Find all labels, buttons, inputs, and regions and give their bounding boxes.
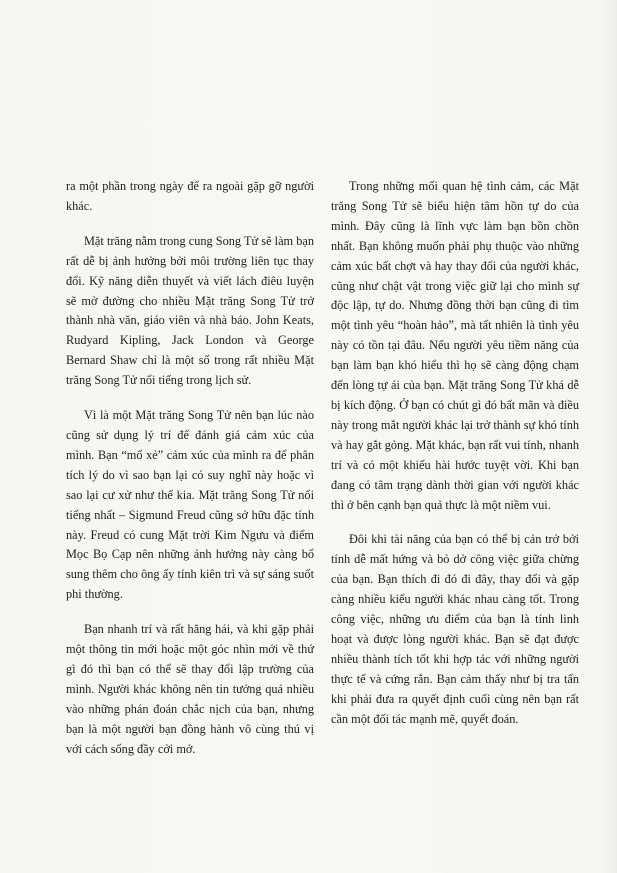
page-edge-shadow <box>603 0 617 873</box>
paragraph-talent-work: Đôi khi tài năng của bạn có thể bị cản trở bởi tính dễ mất hứng và bỏ dở công việc giữa chừng của bạn. Bạn thích đi đó đi đây, thay đổi và gặp càng nhiều kiểu người khác nhau càng tốt. Trong công việc, những ưu điểm của bạn là tính linh hoạt và được lòng người khác. Bạn sẽ đạt được nhiều thành tích tốt khi hợp tác với những người thực tế và cứng rắn. Bạn cảm thấy như bị tra tấn khi phải đưa ra quyết định cuối cùng nên bạn rất cần một đối tác mạnh mẽ, quyết đoán. <box>331 532 579 726</box>
paragraph-reason-emotions: Vì là một Mặt trăng Song Tử nên bạn lúc nào cũng sử dụng lý trí để đánh giá cảm xúc của mình. Bạn “mổ xẻ” cảm xúc của mình ra để phân tích lý do vì sao bạn lại có suy nghĩ này hoặc vì sao lại cư xử như thế kia. Mặt trăng Song Tử nổi tiếng nhất – Sigmund Freud cũng sở hữu đặc tính này. Freud có cung Mặt trời Kim Ngưu và điểm Mọc Bọ Cạp nên những ảnh hưởng này càng bổ sung thêm cho ông ấy tính kiên trì và sự sáng suốt phi thường. <box>66 408 314 602</box>
paragraph-quick-witted: Bạn nhanh trí và rất hăng hái, và khi gặp phải một thông tin mới hoặc một góc nhìn mới về thứ gì đó thì bạn có thể sẽ thay đổi lập trường của mình. Người khác không nên tin tưởng quá nhiều vào những phán đoán chắc nịch của bạn, nhưng bạn là một người bạn đồng hành vô cùng thú vị với cách sống đầy cởi mở. <box>66 622 314 756</box>
left-text-column <box>66 177 314 774</box>
paragraph-continuation: ra một phần trong ngày để ra ngoài gặp gỡ người khác. <box>66 179 314 213</box>
paragraph-moon-gemini-influence: Mặt trăng nằm trong cung Song Tử sẽ làm bạn rất dễ bị ảnh hưởng bởi môi trường liên tục thay đổi. Kỹ năng diễn thuyết và viết lách điêu luyện sẽ mở đường cho nhiều Mặt trăng Song Tử trở thành nhà văn, giáo viên và nhà báo. John Keats, Rudyard Kipling, Jack London và George Bernard Shaw chỉ là một số trong rất nhiều Mặt trăng Song Tử nổi tiếng trong lịch sử. <box>66 233 314 388</box>
right-text-column <box>331 177 579 744</box>
paragraph-relationships: Trong những mối quan hệ tình cảm, các Mặt trăng Song Tử sẽ biểu hiện tâm hồn tự do của mình. Đây cũng là lĩnh vực làm bạn bồn chồn nhất. Bạn không muốn phải phụ thuộc vào những cảm xúc bất chợt và hay thay đổi của người khác, cũng như chật vật trong việc giữ lại cho mình sự độc lập, tự do. Nhưng đồng thời bạn cũng đi tìm một tình yêu “hoàn hảo”, mà tất nhiên là tình yêu này có tồn tại đâu. Nếu người yêu tiềm năng của bạn làm bạn khó hiểu thì họ sẽ càng động chạm đến lòng tự ái của bạn. Mặt trăng Song Tử khá dễ bị kích động. Ở bạn có chút gì đó bất mãn và điều này trong mắt người khác lại trở thành sự khó tính và hay gắt gỏng. Mặt khác, bạn rất vui tính, nhanh trí và có một khiếu hài hước tuyệt vời. Khi bạn đang có tâm trạng dành thời gian với người khác thì ở bên cạnh bạn quả thực là một niềm vui. <box>331 179 579 512</box>
